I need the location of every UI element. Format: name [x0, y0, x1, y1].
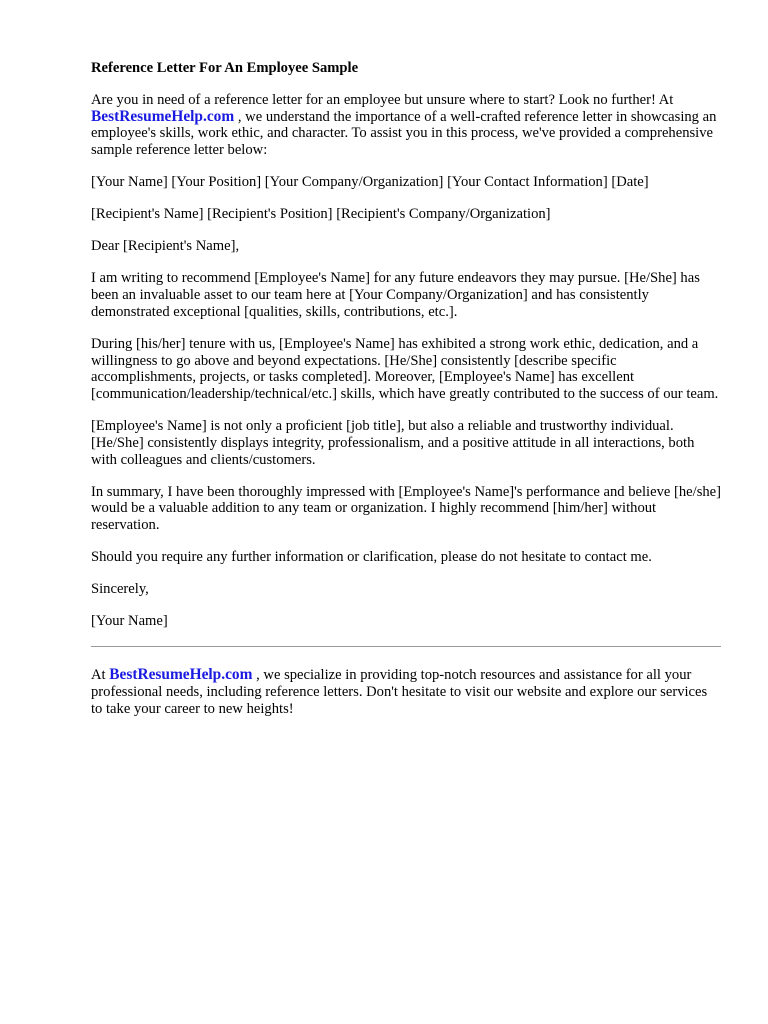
intro-lead: Are you in need of a reference letter for an employee but unsure where to start? Look no further! At	[91, 91, 674, 108]
closing: Sincerely,	[91, 581, 149, 598]
intro-paragraph	[91, 92, 721, 159]
document-page	[91, 60, 721, 733]
body-paragraph: I am writing to recommend [Employee's Name] for any future endeavors they may pursue. [He/She] has been an invaluable asset to our team here at [Your Company/Organization] and has consistently demonstrated exceptional [qualities, skills, contributions, etc.].	[91, 270, 700, 320]
footer-lead: At	[91, 667, 106, 683]
body-paragraph: In summary, I have been thoroughly impressed with [Employee's Name]'s performance and believe [he/she] would be a valuable addition to any team or organization. I highly recommend [him/her] without reservation.	[91, 483, 722, 534]
signature: [Your Name]	[91, 613, 168, 630]
body-paragraph: Should you require any further information or clarification, please do not hesitate to contact me.	[91, 549, 652, 566]
recipient-block: [Recipient's Name] [Recipient's Position] [Recipient's Company/Organization]	[91, 206, 551, 223]
body-paragraph: [Employee's Name] is not only a proficient [job title], but also a reliable and trustworthy individual. [He/She] consistently displays integrity, professionalism, and a positive attitude in all interactions, both with colleagues and clients/customers.	[91, 418, 695, 468]
divider	[91, 646, 721, 647]
intro-rest: , we understand the importance of a well-crafted reference letter in showcasing an employee's skills, work ethic, and character. To assist you in this process, we've provided a comprehensive sample reference letter below:	[91, 108, 717, 159]
salutation: Dear [Recipient's Name],	[91, 238, 240, 255]
footer-paragraph	[91, 667, 721, 717]
body-paragraph: During [his/her] tenure with us, [Employee's Name] has exhibited a strong work ethic, dedication, and a willingness to go above and beyond expectations. [He/She] consistently [describe specific accomplishments, projects, or tasks completed]. Moreover, [Employee's Name] has excellent [communication/leadership/technical/etc.] skills, which have greatly contributed to the success of our team.	[91, 335, 719, 403]
footer-rest: , we specialize in providing top-notch resources and assistance for all your professional needs, including reference letters. Don't hesitate to visit our website and explore our services to take your career to new heights!	[91, 667, 708, 717]
document-title: Reference Letter For An Employee Sample	[91, 60, 359, 76]
sender-block: [Your Name] [Your Position] [Your Company/Organization] [Your Contact Information] [Date]	[91, 174, 649, 191]
footer-brand-link[interactable]: BestResumeHelp.com	[109, 666, 253, 683]
brand-link[interactable]: BestResumeHelp.com	[91, 107, 235, 125]
